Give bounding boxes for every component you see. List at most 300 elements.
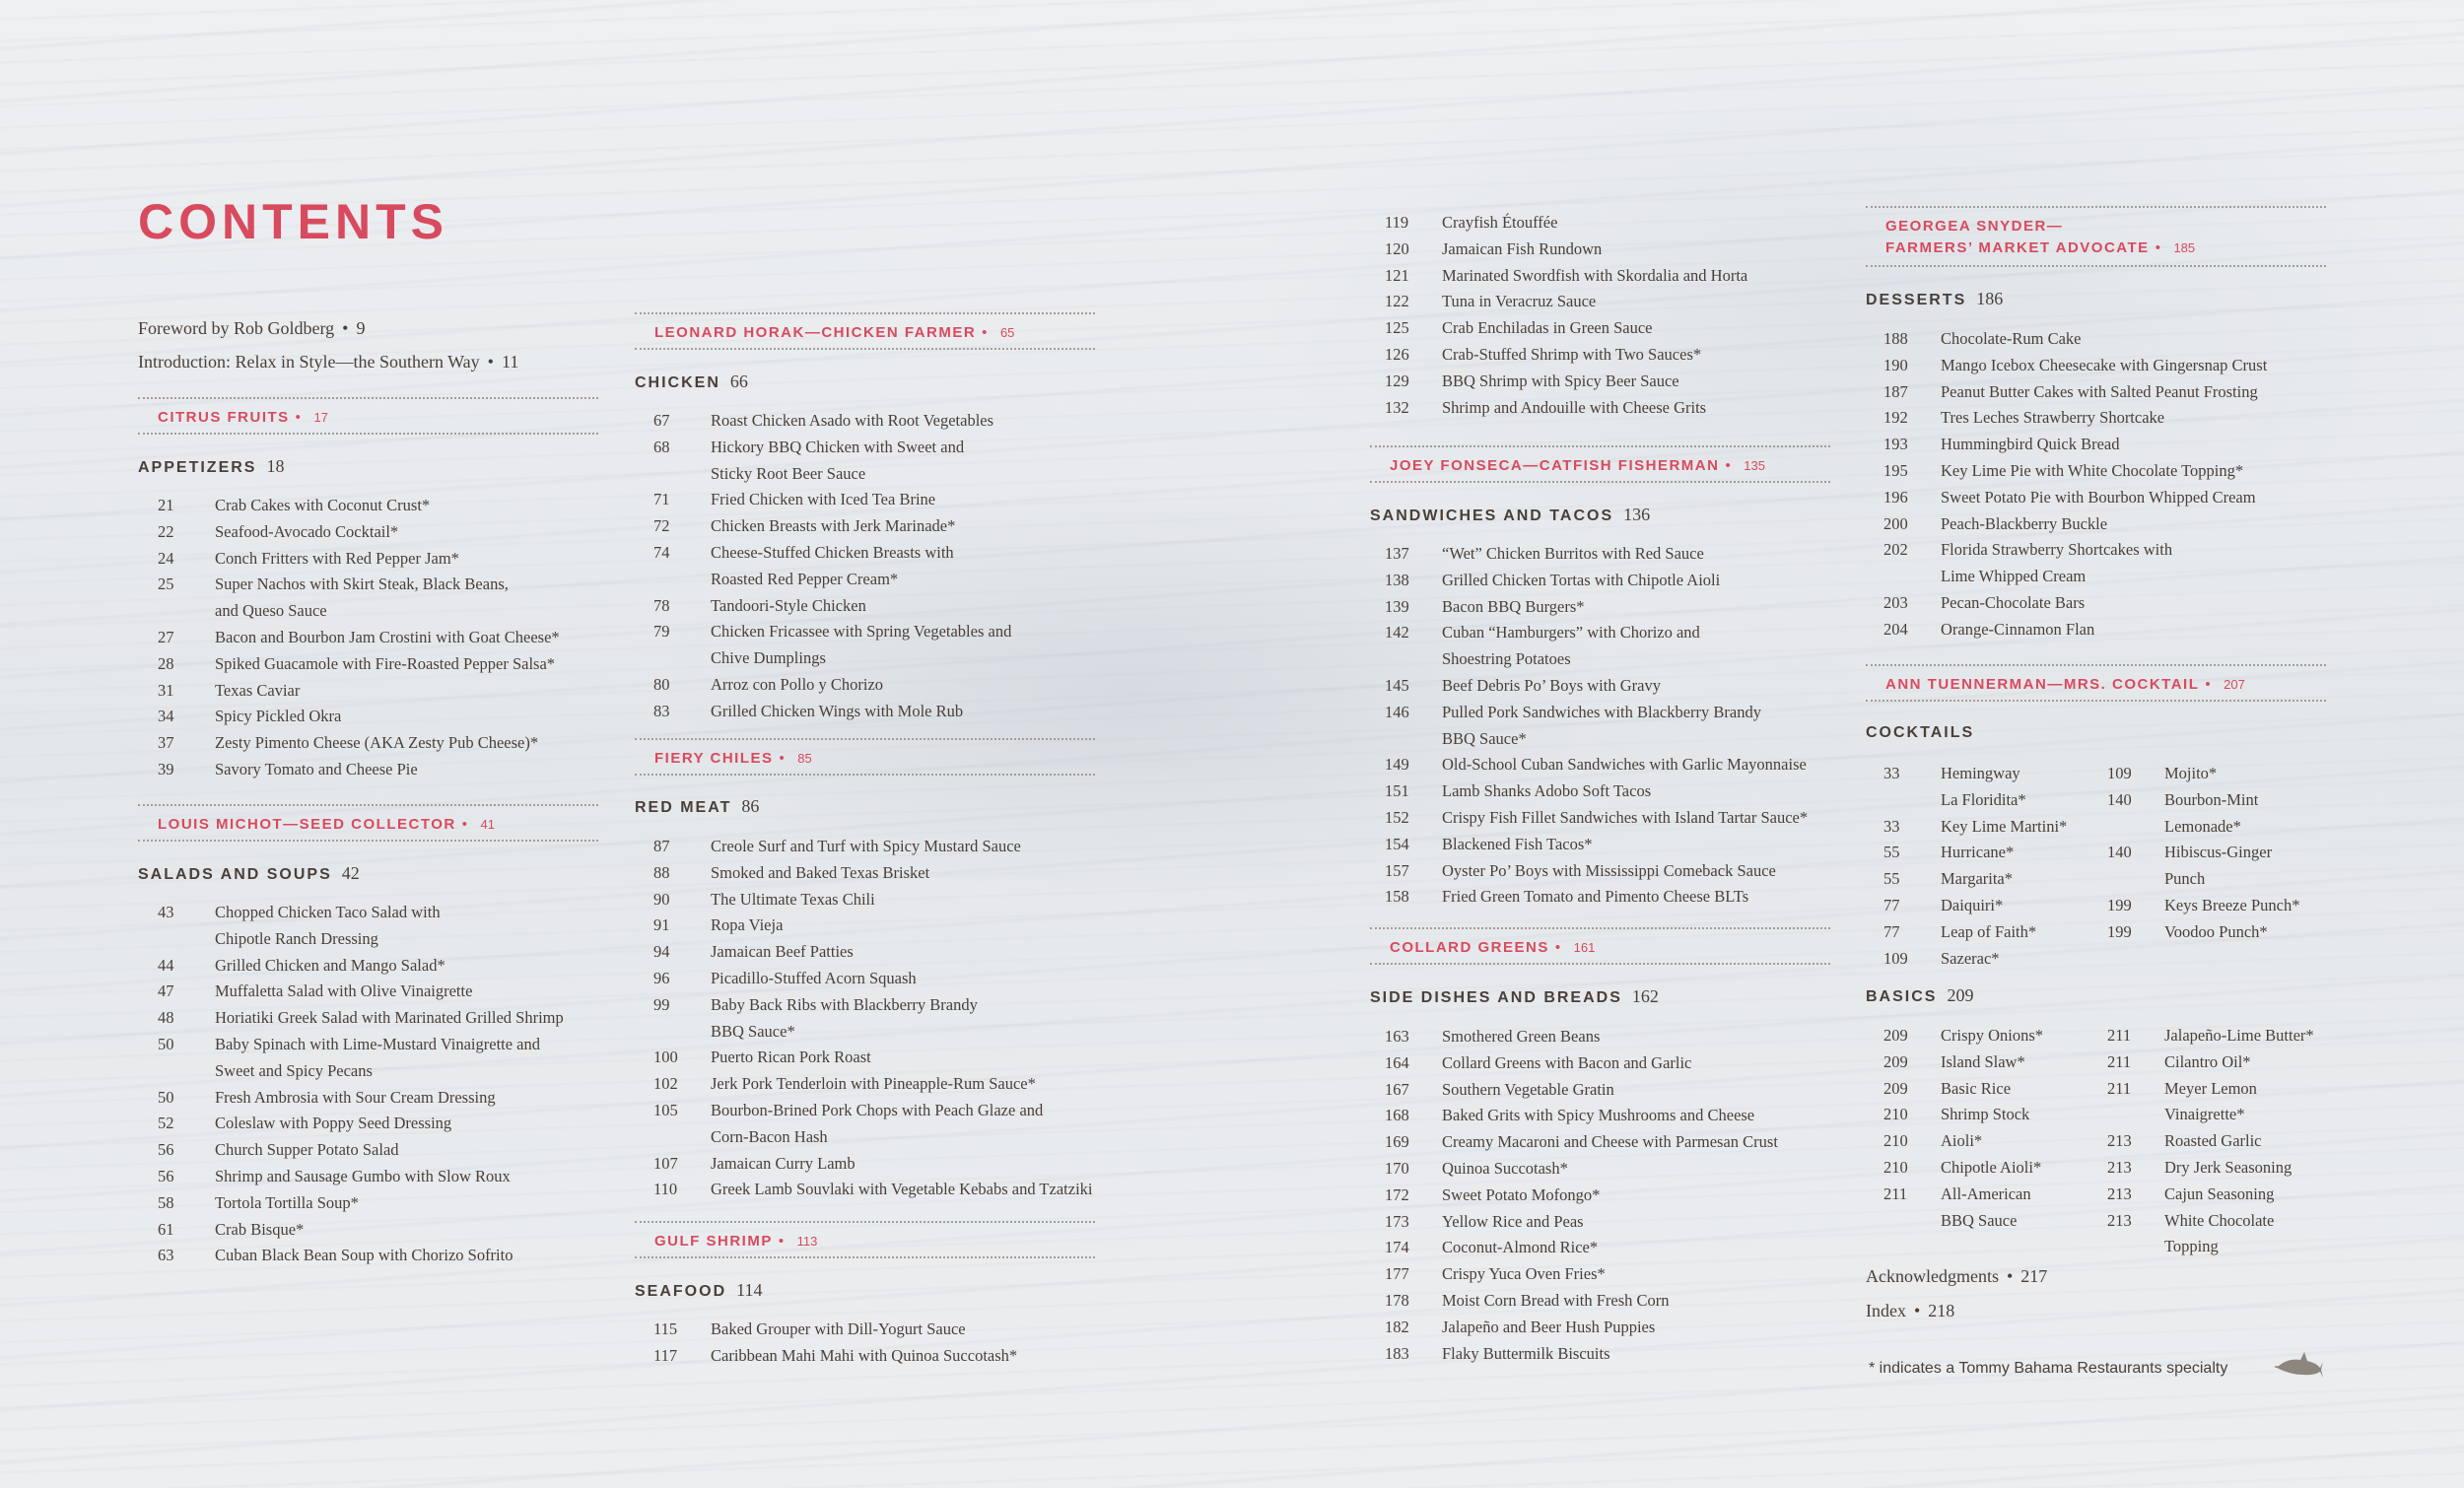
- entry-title-line: Zesty Pimento Cheese (AKA Zesty Pub Cheese)*: [215, 733, 539, 753]
- list-item: [1385, 700, 1808, 753]
- list-item: [1883, 1155, 2043, 1182]
- entry-page-number: 138: [1385, 570, 1409, 589]
- feature-gulf-shrimp: GULF SHRIMP • 113: [635, 1221, 1095, 1258]
- entry-title: [1442, 594, 1585, 621]
- entry-title-line: Baby Back Ribs with Blackberry Brandy: [711, 994, 978, 1014]
- entry-title-line: Caribbean Mahi Mahi with Quinoa Succotash*: [711, 1345, 1018, 1365]
- entry-title: [1941, 814, 2067, 841]
- entry-title: [711, 513, 955, 540]
- list-item: [1883, 405, 2267, 432]
- entry-title-line: Savory Tomato and Cheese Pie: [215, 759, 418, 778]
- entry-title-line: Grilled Chicken Tortas with Chipotle Aioli: [1442, 570, 1721, 589]
- entry-page-number: 88: [653, 862, 670, 882]
- entry-page-number: 90: [653, 889, 670, 909]
- entry-title-line: Jamaican Fish Rundown: [1442, 238, 1603, 258]
- entry-page-number: 211: [2107, 1078, 2132, 1098]
- entry-page-number: 48: [158, 1008, 174, 1028]
- section-appetizers: APPETIZERS 18: [138, 456, 285, 476]
- section-basics: BASICS 209: [1866, 985, 1974, 1005]
- entry-page-number: 100: [653, 1048, 678, 1067]
- entry-title-line: Corn-Bacon Hash: [711, 1126, 828, 1146]
- list-item: [653, 513, 1011, 540]
- entry-page-number: 77: [1883, 895, 1900, 914]
- entry-page-number: 158: [1385, 887, 1409, 907]
- entry-title: [2164, 840, 2272, 893]
- entry-title-line: Yellow Rice and Peas: [1442, 1211, 1584, 1231]
- list-item: [1385, 620, 1808, 673]
- entry-title-line: Jamaican Beef Patties: [711, 942, 854, 962]
- entry-page-number: 91: [653, 915, 670, 935]
- entry-title-line: Chive Dumplings: [711, 648, 826, 668]
- entry-title-line: BBQ Sauce: [1941, 1210, 2018, 1230]
- list-item: [1883, 326, 2267, 353]
- entry-title: [1442, 1183, 1600, 1209]
- list-item: [653, 860, 1092, 887]
- entry-title-line: Oyster Po’ Boys with Mississippi Comeback Sauce: [1442, 860, 1776, 880]
- back-matter-acknowledgments: Acknowledgments • 217: [1866, 1266, 2048, 1286]
- list-item: [653, 939, 1092, 966]
- entry-title-line: Tres Leches Strawberry Shortcake: [1941, 408, 2165, 428]
- list-item: [1385, 1077, 1778, 1104]
- feature-fiery-chiles: FIERY CHILES • 85: [635, 738, 1095, 776]
- list-item: [2107, 1023, 2314, 1049]
- entry-page-number: 63: [158, 1246, 174, 1265]
- entry-title-line: Florida Strawberry Shortcakes with: [1941, 540, 2173, 560]
- entry-title-line: Vinaigrette*: [2164, 1105, 2245, 1124]
- entry-title: [215, 1137, 399, 1164]
- entry-page-number: 56: [158, 1140, 174, 1160]
- appetizers-list: [158, 493, 560, 783]
- entry-title-line: Chicken Breasts with Jerk Marinade*: [711, 516, 956, 536]
- list-item: [1385, 1024, 1778, 1050]
- entry-title: [1442, 210, 1557, 237]
- entry-title: [1442, 1129, 1778, 1156]
- entry-title-line: Southern Vegetable Gratin: [1442, 1079, 1614, 1099]
- entry-title-line: Seafood-Avocado Cocktail*: [215, 521, 399, 541]
- entry-title: [1442, 1288, 1670, 1315]
- list-item: [1385, 1183, 1778, 1209]
- entry-title-line: Quinoa Succotash*: [1442, 1158, 1568, 1178]
- entry-title: [1941, 326, 2082, 353]
- entry-title: [1442, 568, 1720, 594]
- entry-title: [1941, 1076, 2011, 1103]
- list-item: [1883, 1182, 2043, 1235]
- entry-title: [1941, 485, 2256, 511]
- list-item: [653, 1151, 1092, 1178]
- entry-title-line: Sazerac*: [1941, 948, 2000, 968]
- entry-title-line: Coleslaw with Poppy Seed Dressing: [215, 1114, 452, 1133]
- list-item: [158, 1243, 564, 1269]
- entry-title-line: Lamb Shanks Adobo Soft Tacos: [1442, 781, 1652, 801]
- entry-page-number: 61: [158, 1219, 174, 1239]
- basics-list-right: [2107, 1023, 2314, 1260]
- entry-title-line: Hurricane*: [1941, 843, 2015, 862]
- entry-page-number: 77: [1883, 921, 1900, 941]
- list-item: [653, 487, 1011, 513]
- entry-page-number: 139: [1385, 596, 1409, 616]
- entry-title-line: Jamaican Curry Lamb: [711, 1153, 856, 1173]
- entry-title-line: Baby Spinach with Lime-Mustard Vinaigrette and: [215, 1034, 541, 1053]
- section-side-dishes-and-breads: SIDE DISHES AND BREADS 162: [1370, 986, 1659, 1006]
- entry-page-number: 33: [1883, 764, 1900, 782]
- list-item: [1883, 1102, 2043, 1128]
- entry-page-number: 173: [1385, 1211, 1409, 1231]
- list-item: [1883, 840, 2067, 866]
- entry-page-number: 109: [1883, 948, 1908, 968]
- side-dishes-list: [1385, 1024, 1778, 1367]
- entry-title-line: Key Lime Pie with White Chocolate Topping*: [1941, 460, 2244, 480]
- entry-title-line: Horiatiki Greek Salad with Marinated Grilled Shrimp: [215, 1008, 564, 1028]
- entry-page-number: 199: [2107, 895, 2132, 914]
- entry-page-number: 120: [1385, 238, 1409, 258]
- list-item: [2107, 919, 2299, 946]
- entry-title-line: Peanut Butter Cakes with Salted Peanut Frosting: [1941, 381, 2258, 401]
- entry-page-number: 44: [158, 955, 174, 975]
- entry-page-number: 80: [653, 674, 670, 694]
- entry-title: [215, 1005, 564, 1032]
- entry-page-number: 33: [1883, 816, 1900, 836]
- entry-page-number: 142: [1385, 623, 1409, 643]
- entry-title: [1442, 752, 1807, 778]
- list-item: [2107, 1076, 2314, 1129]
- entry-title: [711, 487, 935, 513]
- entry-title: [215, 704, 341, 730]
- entry-page-number: 211: [2107, 1026, 2132, 1045]
- entry-title: [215, 757, 418, 783]
- list-item: [1883, 590, 2267, 617]
- entry-title: [1941, 761, 2026, 814]
- entry-title-line: Crab Cakes with Coconut Crust*: [215, 496, 431, 514]
- list-item: [2107, 893, 2299, 919]
- entry-page-number: 172: [1385, 1184, 1409, 1204]
- basics-list-left: [1883, 1023, 2043, 1234]
- entry-page-number: 34: [158, 707, 174, 726]
- entry-title-line: White Chocolate: [2164, 1210, 2275, 1230]
- list-item: [1385, 1209, 1778, 1236]
- entry-title: [1941, 590, 2085, 617]
- entry-page-number: 68: [653, 437, 670, 456]
- list-item: [1385, 541, 1808, 568]
- entry-page-number: 137: [1385, 544, 1409, 563]
- salads-list: [158, 900, 564, 1269]
- entry-title: [215, 730, 538, 757]
- entry-page-number: 22: [158, 521, 174, 541]
- section-seafood: SEAFOOD 114: [635, 1280, 763, 1300]
- footnote: * indicates a Tommy Bahama Restaurants specialty: [1869, 1360, 2228, 1377]
- section-chicken: CHICKEN 66: [635, 372, 748, 391]
- entry-title: [1941, 405, 2164, 432]
- entry-page-number: 168: [1385, 1106, 1409, 1125]
- entry-title: [711, 1343, 1017, 1370]
- entry-page-number: 193: [1883, 435, 1908, 454]
- entry-page-number: 132: [1385, 397, 1409, 417]
- entry-title-line: Cajun Seasoning: [2164, 1184, 2275, 1203]
- entry-page-number: 94: [653, 942, 670, 962]
- entry-page-number: 192: [1883, 408, 1908, 428]
- entry-page-number: 210: [1883, 1105, 1908, 1124]
- entry-title-line: Arroz con Pollo y Chorizo: [711, 674, 884, 694]
- entry-title: [215, 651, 555, 678]
- entry-title: [711, 860, 929, 887]
- entry-title-line: Keys Breeze Punch*: [2164, 895, 2300, 914]
- entry-title: [1941, 1155, 2041, 1182]
- entry-page-number: 213: [2107, 1184, 2132, 1203]
- list-item: [653, 1177, 1092, 1203]
- list-item: [2107, 787, 2299, 841]
- entry-page-number: 102: [653, 1074, 678, 1094]
- list-item: [158, 1164, 564, 1190]
- entry-title-line: La Floridita*: [1941, 789, 2026, 809]
- entry-title: [1442, 315, 1653, 342]
- list-item: [2107, 1128, 2314, 1155]
- entry-page-number: 211: [2107, 1051, 2132, 1071]
- list-item: [1385, 568, 1808, 594]
- entry-title: [1941, 379, 2258, 406]
- entry-title: [1941, 1023, 2043, 1049]
- list-item: [653, 887, 1092, 913]
- entry-title: [215, 1190, 359, 1217]
- entry-title: [2164, 1182, 2274, 1208]
- list-item: [653, 699, 1011, 725]
- section-cocktails: COCKTAILS: [1866, 724, 1975, 741]
- entry-title-line: Bourbon-Brined Pork Chops with Peach Glaze and: [711, 1100, 1044, 1119]
- list-item: [1883, 353, 2267, 379]
- list-item: [1385, 369, 1747, 395]
- list-item: [1385, 1288, 1778, 1315]
- entry-title-line: Crayfish Étouffée: [1442, 213, 1558, 232]
- entry-title-line: Crab Bisque*: [215, 1219, 305, 1239]
- list-item: [1883, 458, 2267, 485]
- entry-page-number: 79: [653, 622, 670, 642]
- list-item: [1385, 673, 1808, 700]
- page-title: CONTENTS: [138, 194, 448, 249]
- entry-page-number: 58: [158, 1192, 174, 1212]
- list-item: [1883, 537, 2267, 590]
- entry-title: [1442, 1341, 1610, 1368]
- entry-page-number: 187: [1883, 381, 1908, 401]
- list-item: [1385, 1261, 1778, 1288]
- entry-page-number: 50: [158, 1034, 174, 1053]
- entry-title-line: Beef Debris Po’ Boys with Gravy: [1442, 675, 1661, 695]
- entry-title: [1941, 511, 2107, 538]
- list-item: [1883, 432, 2267, 458]
- entry-title: [1442, 673, 1661, 700]
- entry-title-line: Crab-Stuffed Shrimp with Two Sauces*: [1442, 344, 1702, 364]
- list-item: [158, 704, 560, 730]
- entry-page-number: 146: [1385, 702, 1409, 721]
- entry-title: [1442, 237, 1602, 263]
- entry-title: [215, 572, 509, 625]
- entry-page-number: 145: [1385, 675, 1409, 695]
- entry-title: [2164, 1076, 2257, 1129]
- list-item: [1883, 1023, 2043, 1049]
- entry-page-number: 195: [1883, 460, 1908, 480]
- entry-title: [2164, 1023, 2314, 1049]
- entry-title-line: Fried Green Tomato and Pimento Cheese BLTs: [1442, 887, 1749, 907]
- entry-title: [215, 1164, 511, 1190]
- entry-title: [215, 678, 300, 705]
- list-item: [1385, 805, 1808, 832]
- entry-title: [1941, 866, 2013, 893]
- entry-title: [1442, 369, 1679, 395]
- entry-page-number: 37: [158, 733, 174, 753]
- list-item: [1385, 594, 1808, 621]
- entry-title: [1442, 1050, 1691, 1077]
- entry-page-number: 196: [1883, 487, 1908, 507]
- entry-title: [215, 546, 459, 573]
- entry-title-line: Fresh Ambrosia with Sour Cream Dressing: [215, 1087, 496, 1107]
- list-item: [158, 1111, 564, 1137]
- list-item: [1883, 1128, 2043, 1155]
- entry-page-number: 213: [2107, 1210, 2132, 1230]
- front-matter-introduction: Introduction: Relax in Style—the Southern Way • 11: [138, 352, 519, 372]
- entry-title-line: Moist Corn Bread with Fresh Corn: [1442, 1290, 1670, 1310]
- entry-title-line: Daiquiri*: [1941, 895, 2004, 914]
- entry-title-line: Key Lime Martini*: [1941, 816, 2068, 836]
- entry-title-line: Roasted Red Pepper Cream*: [711, 569, 899, 588]
- entry-title-line: Marinated Swordfish with Skordalia and Horta: [1442, 265, 1748, 285]
- entry-title-line: Chopped Chicken Taco Salad with: [215, 903, 441, 921]
- list-item: [1385, 858, 1808, 885]
- entry-title-line: Pulled Pork Sandwiches with Blackberry Brandy: [1442, 702, 1761, 721]
- entry-title-line: Greek Lamb Souvlaki with Vegetable Kebabs and Tzatziki: [711, 1180, 1093, 1199]
- list-item: [1385, 210, 1747, 237]
- entry-title-line: BBQ Sauce*: [1442, 728, 1527, 748]
- entry-page-number: 122: [1385, 292, 1409, 311]
- list-item: [2107, 1049, 2314, 1076]
- entry-page-number: 87: [653, 837, 670, 855]
- entry-title: [711, 540, 954, 593]
- entry-title-line: Smothered Green Beans: [1442, 1027, 1601, 1046]
- front-matter-foreword: Foreword by Rob Goldberg • 9: [138, 318, 366, 338]
- feature-georgea-snyder: GEORGEA SNYDER— FARMERS’ MARKET ADVOCATE • 185: [1866, 206, 2326, 267]
- entry-page-number: 78: [653, 595, 670, 615]
- entry-title: [1941, 946, 2000, 973]
- entry-page-number: 121: [1385, 265, 1409, 285]
- entry-title: [1941, 1128, 1982, 1155]
- entry-title-line: Smoked and Baked Texas Brisket: [711, 862, 930, 882]
- cocktails-list-left: [1883, 761, 2067, 972]
- entry-page-number: 174: [1385, 1238, 1409, 1257]
- entry-title: [1941, 1102, 2029, 1128]
- entry-title: [1442, 1156, 1568, 1183]
- entry-title: [1941, 537, 2172, 590]
- entry-title-line: Baked Grits with Spicy Mushrooms and Cheese: [1442, 1106, 1755, 1125]
- entry-title: [1442, 778, 1651, 805]
- back-matter-index: Index • 218: [1866, 1301, 1955, 1320]
- entry-page-number: 178: [1385, 1290, 1409, 1310]
- entry-title: [2164, 1049, 2251, 1076]
- entry-page-number: 71: [653, 490, 670, 509]
- entry-title-line: Fried Chicken with Iced Tea Brine: [711, 490, 936, 509]
- entry-title-line: Mango Icebox Cheesecake with Gingersnap Crust: [1941, 355, 2268, 374]
- entry-title-line: Jalapeño-Lime Butter*: [2164, 1026, 2314, 1045]
- entry-page-number: 170: [1385, 1158, 1409, 1178]
- entry-title-line: Cuban “Hamburgers” with Chorizo and: [1442, 623, 1700, 643]
- entry-title-line: Roast Chicken Asado with Root Vegetables: [711, 411, 994, 430]
- list-item: [1385, 1103, 1778, 1129]
- list-item: [1883, 893, 2067, 919]
- entry-title: [1941, 353, 2267, 379]
- entry-title-line: Chicken Fricassee with Spring Vegetables and: [711, 622, 1012, 642]
- entry-title-line: Texas Caviar: [215, 680, 301, 700]
- entry-title-line: Meyer Lemon: [2164, 1078, 2257, 1098]
- entry-title-line: Church Supper Potato Salad: [215, 1140, 399, 1160]
- entry-title-line: Super Nachos with Skirt Steak, Black Beans,: [215, 575, 509, 594]
- entry-title: [1442, 620, 1700, 673]
- entry-page-number: 117: [653, 1345, 678, 1365]
- entry-page-number: 105: [653, 1100, 678, 1119]
- entry-title: [215, 1085, 496, 1112]
- list-item: [1385, 1235, 1778, 1261]
- entry-title-line: Chipotle Aioli*: [1941, 1157, 2042, 1177]
- entry-title: [215, 625, 560, 651]
- entry-title: [1442, 1077, 1614, 1104]
- entry-title-line: Hickory BBQ Chicken with Sweet and: [711, 437, 965, 456]
- list-item: [1883, 866, 2067, 893]
- list-item: [158, 953, 564, 980]
- entry-title-line: Ropa Vieja: [711, 915, 784, 935]
- entry-title: [215, 900, 441, 953]
- entry-title-line: BBQ Sauce*: [711, 1021, 795, 1041]
- list-item: [1385, 832, 1808, 858]
- entry-title-line: Flaky Buttermilk Biscuits: [1442, 1343, 1610, 1363]
- entry-title-line: Leap of Faith*: [1941, 921, 2037, 941]
- marlin-icon: [2275, 1348, 2324, 1384]
- entry-title-line: “Wet” Chicken Burritos with Red Sauce: [1442, 544, 1704, 563]
- entry-title-line: Punch: [2164, 869, 2206, 889]
- list-item: [158, 493, 560, 519]
- entry-title-line: Grilled Chicken Wings with Mole Rub: [711, 701, 964, 720]
- entry-page-number: 202: [1883, 540, 1908, 560]
- entry-title-line: Margarita*: [1941, 869, 2014, 889]
- list-item: [653, 1317, 1017, 1343]
- entry-page-number: 99: [653, 994, 670, 1014]
- entry-title-line: Cheese-Stuffed Chicken Breasts with: [711, 542, 954, 562]
- list-item: [1385, 752, 1808, 778]
- list-item: [2107, 1208, 2314, 1261]
- list-item: [1385, 342, 1747, 369]
- list-item: [158, 678, 560, 705]
- entry-page-number: 24: [158, 548, 174, 568]
- entry-title: [711, 992, 978, 1046]
- entry-title-line: Picadillo-Stuffed Acorn Squash: [711, 968, 917, 987]
- entry-title: [711, 913, 783, 939]
- list-item: [653, 593, 1011, 620]
- entry-page-number: 21: [158, 496, 174, 514]
- sandwiches-list: [1385, 541, 1808, 911]
- entry-page-number: 25: [158, 575, 174, 594]
- entry-page-number: 213: [2107, 1157, 2132, 1177]
- entry-title-line: Island Slaw*: [1941, 1051, 2025, 1071]
- entry-page-number: 47: [158, 981, 174, 1001]
- entry-title-line: Lemonade*: [2164, 816, 2241, 836]
- entry-title: [1442, 1261, 1606, 1288]
- entry-title-line: Sticky Root Beer Sauce: [711, 463, 866, 483]
- entry-title: [1442, 805, 1808, 832]
- list-item: [158, 1137, 564, 1164]
- entry-page-number: 211: [1883, 1184, 1908, 1203]
- entry-title: [1941, 1182, 2031, 1235]
- entry-title: [1442, 541, 1704, 568]
- entry-title: [215, 1032, 540, 1085]
- entry-title: [1442, 395, 1706, 422]
- list-item: [2107, 761, 2299, 787]
- entry-page-number: 182: [1385, 1317, 1409, 1336]
- entry-title-line: Collard Greens with Bacon and Garlic: [1442, 1052, 1692, 1072]
- chicken-list: [653, 408, 1011, 725]
- red-meat-list: [653, 834, 1092, 1203]
